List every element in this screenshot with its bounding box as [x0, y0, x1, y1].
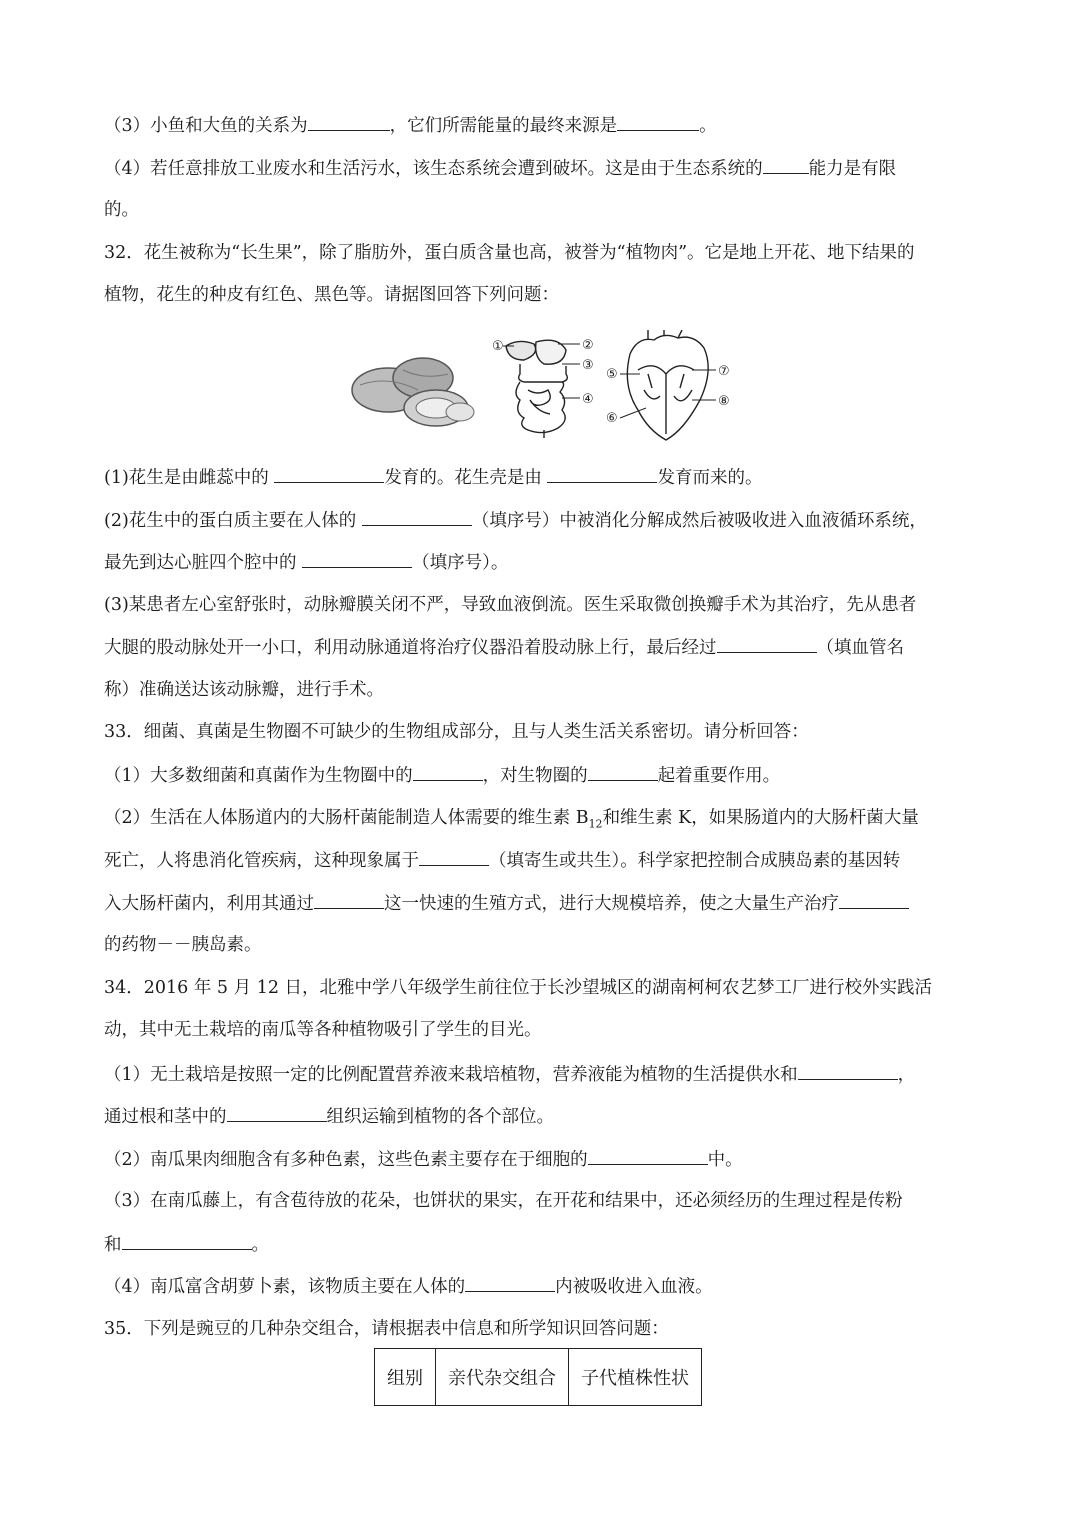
figure-label: ②	[582, 338, 594, 353]
q32-stem-line2: 植物，花生的种皮有红色、黑色等。请据图回答下列问题：	[104, 285, 559, 305]
figure-label: ⑧	[718, 394, 730, 409]
answer-blank[interactable]	[413, 762, 483, 781]
q32-part3-cont: 大腿的股动脉处开一小口，利用动脉通道将治疗仪器沿着股动脉上行，最后经过 （填血管名	[104, 634, 904, 660]
q34-part3: （3）在南瓜藤上，有含苞待放的花朵，也饼状的果实，在开花和结果中，还必须经历的生理过程是传粉	[104, 1191, 903, 1211]
answer-blank[interactable]	[763, 155, 809, 174]
figure-label: ①	[492, 339, 504, 354]
digestive-system-illustration	[506, 340, 567, 438]
table-header-cell: 子代植株性状	[569, 1349, 702, 1406]
table-header-row	[375, 1349, 702, 1406]
q33-part2-cont3: 的药物－－胰岛素。	[104, 935, 262, 955]
table-header-cell: 组别	[375, 1349, 436, 1406]
answer-blank[interactable]	[362, 507, 472, 526]
answer-blank[interactable]	[717, 634, 817, 653]
answer-blank[interactable]	[314, 890, 384, 909]
q34-part4: （4）南瓜富含胡萝卜素，该物质主要在人体的 内被吸收进入血液。	[104, 1273, 713, 1299]
figure-label: ⑥	[606, 411, 618, 426]
q32-stem-line1: 32．花生被称为“长生果”，除了脂肪外，蛋白质含量也高，被誉为“植物肉”。它是地上开花、地下结果的	[104, 243, 915, 263]
heart-illustration	[627, 330, 708, 440]
q34-stem-line1: 34．2016 年 5 月 12 日，北雅中学八年级学生前往位于长沙望城区的湖南柯柯农艺梦工厂进行校外实践活	[104, 978, 933, 998]
figure-label: ③	[582, 358, 594, 373]
q35-stem: 35．下列是豌豆的几种杂交组合，请根据表中信息和所学知识回答问题：	[104, 1319, 669, 1339]
q31-part4-cont: 的。	[104, 200, 139, 220]
answer-blank[interactable]	[839, 890, 909, 909]
answer-blank[interactable]	[798, 1061, 898, 1080]
q32-part2-cont: 最先到达心脏四个腔中的 （填序号）。	[104, 549, 508, 575]
cross-table	[374, 1348, 702, 1406]
answer-blank[interactable]	[547, 464, 657, 483]
figure-label: ⑦	[718, 364, 730, 379]
q33-part2-cont: 死亡，人将患消化管疾病，这种现象属于 （填寄生或共生）。科学家把控制合成胰岛素的基因转	[104, 847, 900, 873]
peanut-illustration	[352, 358, 474, 426]
answer-blank[interactable]	[302, 549, 412, 568]
answer-blank[interactable]	[122, 1231, 252, 1250]
q33-part2-cont2: 入大肠杆菌内，利用其通过 这一快速的生殖方式，进行大规模培养，使之大量生产治疗	[104, 890, 909, 916]
q33-part2: （2）生活在人体肠道内的大肠杆菌能制造人体需要的维生素 $B_{12}$和维生素 K，如果肠道内的大肠杆菌大量	[104, 808, 919, 831]
q34-part2: （2）南瓜果肉细胞含有多种色素，这些色素主要存在于细胞的 中。	[104, 1146, 743, 1172]
q33-part1: （1）大多数细菌和真菌作为生物圈中的 ，对生物圈的 起着重要作用。	[104, 762, 780, 788]
q32-part3-cont2: 称）准确送达该动脉瓣，进行手术。	[104, 680, 384, 700]
figure-label: ④	[582, 392, 594, 407]
q34-part1: （1）无土栽培是按照一定的比例配置营养液来栽培植物，营养液能为植物的生活提供水和 ，	[104, 1061, 915, 1087]
peanut-digestive-heart-figure	[348, 330, 768, 442]
q31-part3: （3）小鱼和大鱼的关系为 ，它们所需能量的最终来源是 。	[104, 112, 717, 138]
answer-blank[interactable]	[588, 762, 658, 781]
q33-stem: 33．细菌、真菌是生物圈不可缺少的生物组成部分，且与人类生活关系密切。请分析回答：	[104, 722, 809, 742]
q34-stem-line2: 动，其中无土栽培的南瓜等各种植物吸引了学生的目光。	[104, 1020, 542, 1040]
answer-blank[interactable]	[308, 112, 390, 131]
q32-part1: (1)花生是由雌蕊中的 发育的。花生壳是由 发育而来的。	[104, 464, 762, 490]
table-header-cell: 亲代杂交组合	[436, 1349, 569, 1406]
answer-blank[interactable]	[617, 112, 699, 131]
q31-part4: （4）若任意排放工业废水和生活污水，该生态系统会遭到破坏。这是由于生态系统的 能力是有限	[104, 155, 896, 181]
answer-blank[interactable]	[588, 1146, 708, 1165]
answer-blank[interactable]	[465, 1273, 555, 1292]
figure-svg	[348, 330, 768, 442]
q32-part3: (3)某患者左心室舒张时，动脉瓣膜关闭不严，导致血液倒流。医生采取微创换瓣手术为其治疗，先从患者	[104, 595, 917, 615]
answer-blank[interactable]	[274, 464, 384, 483]
answer-blank[interactable]	[419, 847, 489, 866]
q34-part1-cont: 通过根和茎中的 组织运输到植物的各个部位。	[104, 1103, 554, 1129]
q34-part3-cont: 和 。	[104, 1231, 269, 1257]
figure-label: ⑤	[606, 367, 618, 382]
q32-part2: (2)花生中的蛋白质主要在人体的 （填序号）中被消化分解成然后被吸收进入血液循环系统，	[104, 507, 927, 533]
answer-blank[interactable]	[227, 1103, 327, 1122]
